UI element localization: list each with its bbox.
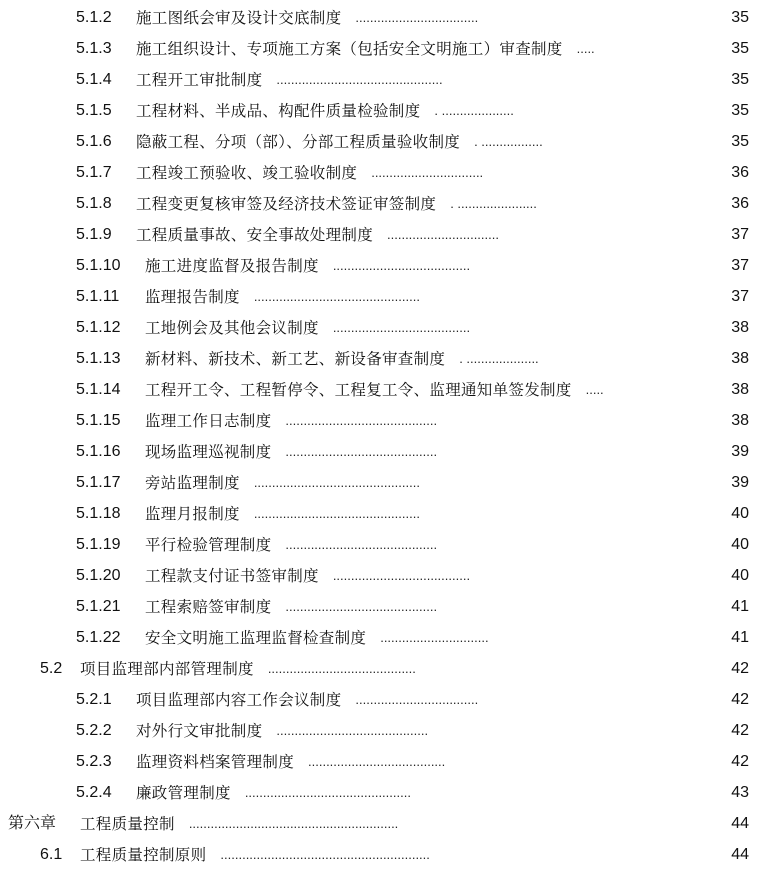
- toc-entry[interactable]: [0, 592, 781, 622]
- toc-entry-number: 5.2.2: [76, 722, 112, 739]
- toc-entry-title: 旁站监理制度: [145, 474, 240, 492]
- toc-entry-title: 监理月报制度: [145, 505, 240, 523]
- toc-page-number: 38: [731, 319, 749, 336]
- toc-entry[interactable]: [0, 127, 781, 157]
- toc-dot-leader: ......................................: [332, 320, 471, 335]
- toc-entry-number: 5.1.22: [76, 629, 121, 646]
- toc-dot-leader: .........................................: [267, 661, 416, 676]
- toc-entry-title: 廉政管理制度: [136, 784, 231, 802]
- toc-dot-leader: ...............................: [371, 165, 484, 180]
- toc-entry-number: 5.1.9: [76, 226, 112, 243]
- toc-entry[interactable]: [0, 220, 781, 250]
- toc-entry-number: 5.1.15: [76, 412, 121, 429]
- toc-entry-number: 5.1.3: [76, 40, 112, 57]
- toc-entry[interactable]: [0, 189, 781, 219]
- toc-entry[interactable]: [0, 251, 781, 281]
- toc-entry-title: 工程开工令、工程暂停令、工程复工令、监理通知单签发制度: [145, 381, 572, 399]
- toc-page-number: 35: [731, 9, 749, 26]
- toc-page-number: 42: [731, 753, 749, 770]
- toc-entry-title: 工程质量事故、安全事故处理制度: [136, 226, 374, 244]
- toc-page-number: 44: [731, 815, 749, 832]
- toc-entry-title: 项目监理部内容工作会议制度: [136, 691, 342, 709]
- toc-dot-leader: ......................................: [332, 568, 471, 583]
- toc-entry[interactable]: [0, 65, 781, 95]
- toc-dot-leader: ..............................................: [244, 785, 411, 800]
- toc-entry-number: 5.1.10: [76, 257, 121, 274]
- toc-page-number: 38: [731, 381, 749, 398]
- toc-entry[interactable]: [0, 96, 781, 126]
- toc-page-number: 35: [731, 102, 749, 119]
- toc-entry[interactable]: [0, 406, 781, 436]
- toc-page-number: 40: [731, 505, 749, 522]
- toc-dot-leader: ..........................................................: [220, 847, 430, 862]
- toc-entry[interactable]: [0, 778, 781, 808]
- toc-entry[interactable]: [0, 499, 781, 529]
- toc-entry-title: 监理资料档案管理制度: [136, 753, 295, 771]
- toc-entry-title: 平行检验管理制度: [145, 536, 272, 554]
- toc-dot-leader: ..................................: [355, 10, 479, 25]
- toc-entry[interactable]: [0, 282, 781, 312]
- toc-entry-title: 隐蔽工程、分项（部）、分部工程质量验收制度: [136, 133, 461, 151]
- toc-dot-leader: ...............................: [387, 227, 499, 242]
- toc-page-number: 38: [731, 350, 749, 367]
- toc-page-number: 40: [731, 567, 749, 584]
- toc-entry-title: 监理工作日志制度: [145, 412, 272, 430]
- toc-entry-number: 6.1: [40, 846, 63, 863]
- toc-entry[interactable]: [0, 530, 781, 560]
- toc-dot-leader: .....: [576, 41, 595, 56]
- toc-page-number: 41: [731, 629, 749, 646]
- toc-entry-number: 第六章: [8, 815, 57, 832]
- toc-dot-leader: ..................................: [355, 692, 479, 707]
- toc-page-number: 37: [731, 288, 749, 305]
- toc-entry[interactable]: [0, 654, 781, 684]
- toc-entry-number: 5.1.2: [76, 9, 112, 26]
- toc-dot-leader: ..........................................: [276, 723, 429, 738]
- toc-entry-title: 监理报告制度: [145, 288, 240, 306]
- toc-entry[interactable]: [0, 716, 781, 746]
- toc-entry-number: 5.1.12: [76, 319, 121, 336]
- toc-dot-leader: ......................................: [308, 754, 446, 769]
- toc-entry[interactable]: [0, 685, 781, 715]
- toc-entry-title: 工程质量控制原则: [80, 846, 207, 864]
- toc-entry-number: 5.2: [40, 660, 63, 677]
- toc-page-number: 37: [731, 257, 749, 274]
- toc-page-number: 41: [731, 598, 749, 615]
- toc-dot-leader: ..........................................................: [188, 816, 399, 831]
- toc-entry-number: 5.1.7: [76, 164, 112, 181]
- toc-entry-number: 5.1.21: [76, 598, 121, 615]
- toc-page-number: 43: [731, 784, 749, 801]
- toc-dot-leader: .....: [585, 382, 604, 397]
- toc-dot-leader: . ....................: [459, 351, 539, 366]
- toc-dot-leader: ..........................................: [285, 444, 438, 459]
- toc-dot-leader: . .................: [474, 134, 543, 149]
- toc-page-number: 38: [731, 412, 749, 429]
- toc-dot-leader: ..............................................: [253, 506, 420, 521]
- toc-entry-title: 工程索赔签审制度: [145, 598, 272, 616]
- toc-page-number: 42: [731, 722, 749, 739]
- toc-page-number: 36: [731, 164, 749, 181]
- toc-dot-leader: . ......................: [450, 196, 537, 211]
- toc-entry-number: 5.1.5: [76, 102, 112, 119]
- toc-entry-title: 安全文明施工监理监督检查制度: [145, 629, 367, 647]
- toc-entry-number: 5.1.14: [76, 381, 121, 398]
- toc-entry[interactable]: [0, 623, 781, 653]
- toc-entry-number: 5.1.4: [76, 71, 112, 88]
- toc-entry-title: 施工图纸会审及设计交底制度: [136, 9, 342, 27]
- toc-entry-title: 施工组织设计、专项施工方案（包括安全文明施工）审查制度: [136, 40, 563, 58]
- toc-entry-title: 对外行文审批制度: [136, 722, 263, 740]
- toc-entry-title: 施工进度监督及报告制度: [145, 257, 319, 275]
- toc-entry-title: 工程材料、半成品、构配件质量检验制度: [136, 102, 421, 120]
- toc-page-number: 35: [731, 40, 749, 57]
- toc-entry-title: 工程变更复核审签及经济技术签证审签制度: [136, 195, 437, 213]
- toc-entry[interactable]: [0, 375, 781, 405]
- toc-page-number: 36: [731, 195, 749, 212]
- toc-entry-number: 5.1.16: [76, 443, 121, 460]
- toc-entry-number: 5.1.13: [76, 350, 121, 367]
- toc-entry-number: 5.2.3: [76, 753, 112, 770]
- toc-entry-number: 5.1.20: [76, 567, 121, 584]
- toc-entry-title: 工程开工审批制度: [136, 71, 263, 89]
- toc-page-number: 40: [731, 536, 749, 553]
- toc-entry[interactable]: [0, 3, 781, 33]
- toc-entry-number: 5.1.8: [76, 195, 112, 212]
- toc-page-number: 39: [731, 443, 749, 460]
- toc-entry-number: 5.2.1: [76, 691, 112, 708]
- toc-page-number: 42: [731, 691, 749, 708]
- toc-entry-title: 新材料、新技术、新工艺、新设备审查制度: [145, 350, 446, 368]
- toc-entry-title: 工地例会及其他会议制度: [145, 319, 319, 337]
- toc-entry-title: 现场监理巡视制度: [145, 443, 272, 461]
- toc-entry-title: 工程质量控制: [80, 815, 175, 833]
- toc-page-number: 35: [731, 71, 749, 88]
- toc-dot-leader: ..........................................: [285, 599, 438, 614]
- toc-page-number: 42: [731, 660, 749, 677]
- toc-entry[interactable]: [0, 34, 781, 64]
- toc-dot-leader: ..............................................: [253, 289, 420, 304]
- toc-entry-title: 项目监理部内部管理制度: [80, 660, 254, 678]
- toc-entry-title: 工程竣工预验收、竣工验收制度: [136, 164, 358, 182]
- toc-page-number: 39: [731, 474, 749, 491]
- toc-dot-leader: ..........................................: [285, 413, 438, 428]
- toc-entry[interactable]: [0, 344, 781, 374]
- toc-entry[interactable]: [0, 468, 781, 498]
- toc-dot-leader: ..........................................: [285, 537, 438, 552]
- toc-dot-leader: . ....................: [434, 103, 514, 118]
- toc-entry-number: 5.1.19: [76, 536, 121, 553]
- toc-entry[interactable]: [0, 747, 781, 777]
- toc-entry-title: 工程款支付证书签审制度: [145, 567, 319, 585]
- toc-entry-number: 5.1.18: [76, 505, 121, 522]
- toc-entry[interactable]: [0, 809, 781, 839]
- toc-entry-number: 5.2.4: [76, 784, 112, 801]
- toc-entry-number: 5.1.6: [76, 133, 112, 150]
- toc-page-number: 44: [731, 846, 749, 863]
- toc-entry[interactable]: [0, 437, 781, 467]
- toc-dot-leader: ..............................................: [276, 72, 443, 87]
- toc-entry[interactable]: [0, 158, 781, 188]
- toc-page-number: 35: [731, 133, 749, 150]
- toc-dot-leader: ......................................: [332, 258, 471, 273]
- toc-entry[interactable]: [0, 313, 781, 343]
- toc-entry-number: 5.1.11: [76, 288, 120, 305]
- toc-page-number: 37: [731, 226, 749, 243]
- toc-entry[interactable]: [0, 840, 781, 870]
- toc-entry-number: 5.1.17: [76, 474, 121, 491]
- toc-entry[interactable]: [0, 561, 781, 591]
- toc-dot-leader: ..............................................: [253, 475, 420, 490]
- toc-dot-leader: ..............................: [380, 630, 489, 645]
